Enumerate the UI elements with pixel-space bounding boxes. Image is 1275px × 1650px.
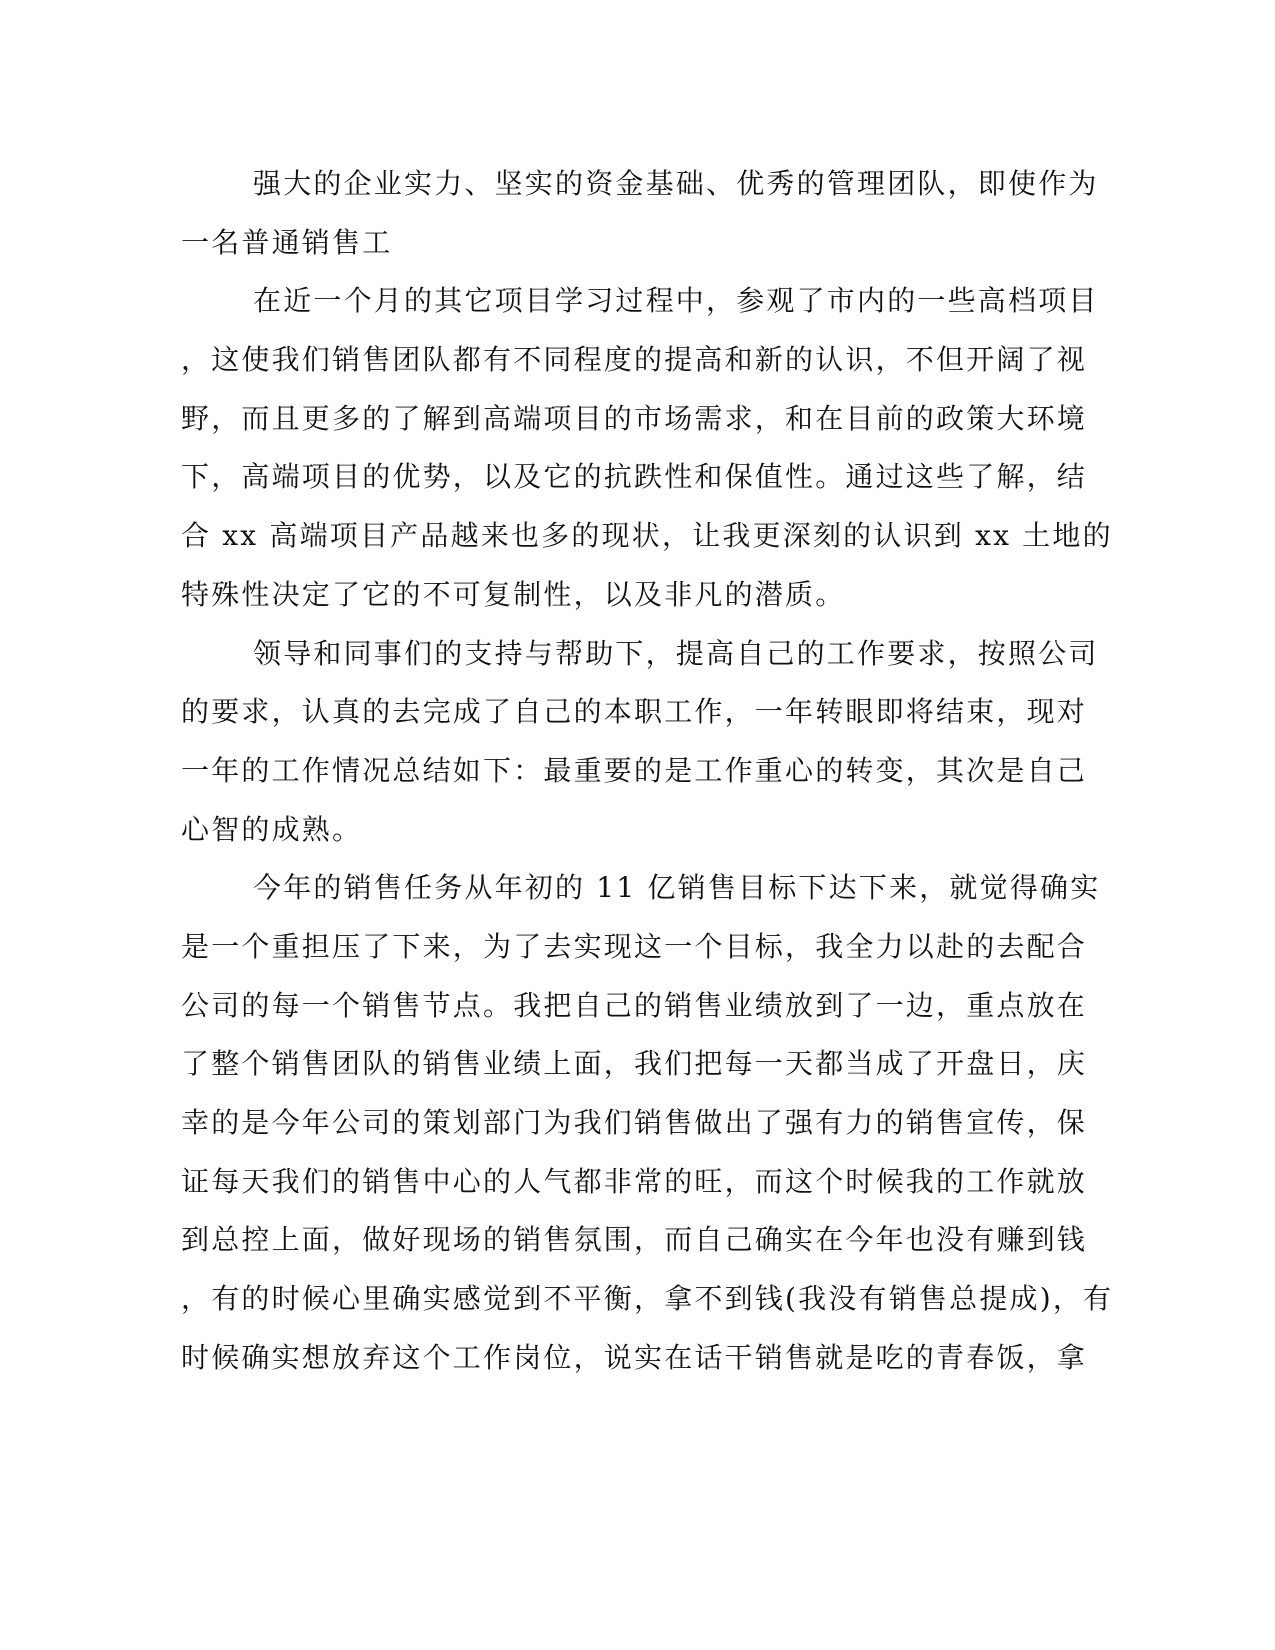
paragraph-line: 领导和同事们的支持与帮助下，提高自己的工作要求，按照公司	[253, 636, 1099, 670]
paragraph-line: 时候确实想放弃这个工作岗位，说实在话干销售就是吃的青春饭，拿	[181, 1340, 1088, 1374]
paragraph-line: 是一个重担压了下来，为了去实现这一个目标，我全力以赴的去配合	[181, 929, 1088, 963]
paragraph-line: 一年的工作情况总结如下：最重要的是工作重心的转变，其次是自己	[181, 753, 1088, 787]
paragraph-line: 了整个销售团队的销售业绩上面，我们把每一天都当成了开盘日，庆	[181, 1047, 1088, 1081]
paragraph-line: 一名普通销售工	[181, 225, 393, 259]
paragraph-3	[181, 625, 1099, 860]
paragraph-line: 的要求，认真的去完成了自己的本职工作，一年转眼即将结束，现对	[181, 695, 1088, 729]
paragraph-line: 公司的每一个销售节点。我把自己的销售业绩放到了一边，重点放在	[181, 988, 1088, 1022]
paragraph-line: 合 xx 高端项目产品越来也多的现状，让我更深刻的认识到 xx 土地的	[181, 519, 1113, 553]
paragraph-line: 在近一个月的其它项目学习过程中，参观了市内的一些高档项目	[253, 284, 1099, 318]
document-body	[181, 155, 1114, 1387]
paragraph-line: 野，而且更多的了解到高端项目的市场需求，和在目前的政策大环境	[181, 401, 1088, 435]
paragraph-line: 心智的成熟。	[181, 812, 363, 846]
paragraph-1	[181, 155, 1099, 272]
paragraph-line: ，这使我们销售团队都有不同程度的提高和新的认识，不但开阔了视	[181, 343, 1088, 377]
paragraph-line: 特殊性决定了它的不可复制性，以及非凡的潜质。	[181, 577, 846, 611]
paragraph-line: 证每天我们的销售中心的人气都非常的旺，而这个时候我的工作就放	[181, 1164, 1088, 1198]
paragraph-line: 幸的是今年公司的策划部门为我们销售做出了强有力的销售宣传，保	[181, 1106, 1088, 1139]
paragraph-2	[181, 272, 1113, 624]
paragraph-line: 强大的企业实力、坚实的资金基础、优秀的管理团队，即使作为	[253, 167, 1099, 200]
paragraph-line: 到总控上面，做好现场的销售氛围，而自己确实在今年也没有赚到钱	[181, 1223, 1088, 1257]
paragraph-line: 今年的销售任务从年初的 11 亿销售目标下达下来，就觉得确实	[253, 871, 1101, 905]
paragraph-line: ，有的时候心里确实感觉到不平衡，拿不到钱(我没有销售总提成)，有	[181, 1282, 1114, 1316]
paragraph-4	[181, 859, 1114, 1387]
paragraph-line: 下，高端项目的优势，以及它的抗跌性和保值性。通过这些了解，结	[181, 460, 1088, 494]
